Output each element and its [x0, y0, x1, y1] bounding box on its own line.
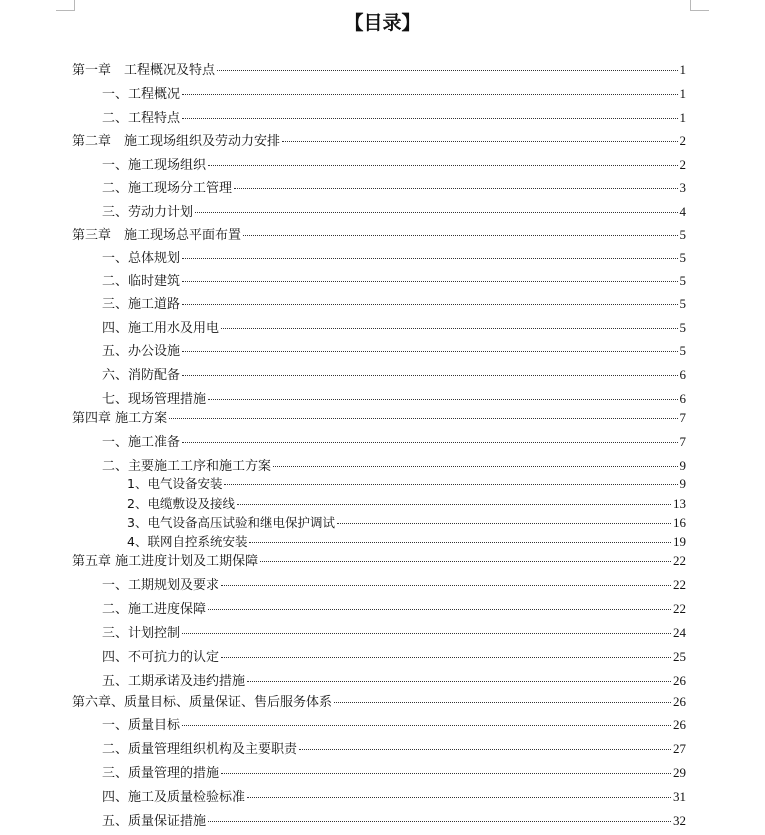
- toc-entry[interactable]: [72, 85, 686, 103]
- toc-entry-page-number: 22: [673, 553, 686, 568]
- toc-entry-page-number: 31: [673, 789, 686, 804]
- toc-entry-page-number: 2: [679, 157, 686, 172]
- toc-entry[interactable]: [72, 366, 686, 384]
- toc-entry-title: 二、质量管理组织机构及主要职责: [102, 742, 298, 757]
- toc-leader-dots: [221, 585, 671, 586]
- toc-entry[interactable]: [72, 514, 686, 531]
- toc-leader-dots: [282, 141, 677, 142]
- toc-entry[interactable]: [72, 552, 686, 570]
- toc-entry-page-number: 9: [679, 458, 686, 473]
- toc-entry[interactable]: [72, 156, 686, 174]
- toc-entry-title: 一、质量目标: [102, 718, 181, 733]
- toc-leader-dots: [182, 442, 677, 443]
- toc-entry-title: 二、施工现场分工管理: [102, 181, 233, 196]
- toc-leader-dots: [182, 725, 671, 726]
- toc-entry-page-number: 29: [673, 765, 686, 780]
- toc-leader-dots: [182, 633, 671, 634]
- toc-entry[interactable]: [72, 812, 686, 830]
- toc-entry-title: 三、施工道路: [102, 297, 181, 312]
- toc-entry[interactable]: [72, 203, 686, 221]
- toc-entry-title: 一、总体规划: [102, 251, 181, 266]
- toc-entry-title: 第四章 施工方案: [72, 411, 168, 426]
- toc-entry[interactable]: [72, 576, 686, 594]
- toc-entry-title: 五、工期承诺及违约措施: [102, 674, 246, 689]
- toc-entry-title: 第六章、质量目标、质量保证、售后服务体系: [72, 695, 333, 710]
- toc-entry-page-number: 26: [673, 673, 686, 688]
- toc-entry-page-number: 24: [673, 625, 686, 640]
- toc-entry-page-number: 3: [679, 180, 686, 195]
- toc-entry-page-number: 5: [679, 320, 686, 335]
- toc-leader-dots: [182, 258, 677, 259]
- toc-entry[interactable]: [72, 716, 686, 734]
- toc-entry-page-number: 26: [673, 717, 686, 732]
- toc-entry-page-number: 5: [679, 296, 686, 311]
- toc-leader-dots: [247, 681, 671, 682]
- toc-leader-dots: [237, 504, 671, 505]
- toc-entry[interactable]: [72, 179, 686, 197]
- toc-entry[interactable]: [72, 600, 686, 618]
- toc-entry[interactable]: [72, 226, 686, 244]
- toc-entry[interactable]: [72, 272, 686, 290]
- toc-entry-page-number: 2: [679, 133, 686, 148]
- toc-leader-dots: [299, 749, 671, 750]
- toc-entry[interactable]: [72, 475, 686, 492]
- toc-entry[interactable]: [72, 109, 686, 127]
- toc-entry-page-number: 7: [679, 434, 686, 449]
- toc-entry-page-number: 1: [679, 62, 686, 77]
- toc-entry[interactable]: [72, 295, 686, 313]
- toc-entry-title: 五、质量保证措施: [102, 814, 207, 829]
- toc-entry[interactable]: [72, 788, 686, 806]
- toc-entry-title: 2、电缆敷设及接线: [127, 496, 235, 511]
- toc-entry-page-number: 19: [673, 534, 686, 549]
- toc-entry[interactable]: [72, 249, 686, 267]
- toc-leader-dots: [247, 797, 671, 798]
- toc-leader-dots: [182, 304, 677, 305]
- toc-entry-page-number: 13: [673, 496, 686, 511]
- toc-entry-title: 四、施工用水及用电: [102, 321, 220, 336]
- toc-leader-dots: [221, 773, 671, 774]
- toc-entry-title: 3、电气设备高压试验和继电保护调试: [127, 515, 335, 530]
- toc-entry-title: 五、办公设施: [102, 344, 181, 359]
- toc-entry-title: 四、施工及质量检验标准: [102, 790, 246, 805]
- toc-entry-page-number: 5: [679, 227, 686, 242]
- toc-entry[interactable]: [72, 319, 686, 337]
- toc-entry-title: 六、消防配备: [102, 368, 181, 383]
- toc-entry[interactable]: [72, 61, 686, 79]
- toc-entry[interactable]: [72, 390, 686, 408]
- toc-entry-title: 二、施工进度保障: [102, 602, 207, 617]
- toc-entry-page-number: 22: [673, 577, 686, 592]
- toc-entry[interactable]: [72, 533, 686, 550]
- toc-entry[interactable]: [72, 342, 686, 360]
- toc-entry-page-number: 22: [673, 601, 686, 616]
- toc-leader-dots: [337, 523, 671, 524]
- toc-leader-dots: [182, 94, 677, 95]
- toc-entry-page-number: 5: [679, 273, 686, 288]
- toc-leader-dots: [208, 399, 677, 400]
- toc-entry-title: 第五章 施工进度计划及工期保障: [72, 554, 259, 569]
- toc-entry-title: 二、主要施工工序和施工方案: [102, 459, 272, 474]
- toc-entry-title: 三、计划控制: [102, 626, 181, 641]
- toc-leader-dots: [208, 165, 677, 166]
- toc-leader-dots: [334, 702, 671, 703]
- toc-entry-page-number: 7: [679, 410, 686, 425]
- toc-leader-dots: [249, 542, 671, 543]
- toc-entry-title: 1、电气设备安装: [127, 476, 223, 491]
- toc-entry-page-number: 1: [679, 110, 686, 125]
- toc-leader-dots: [224, 484, 677, 485]
- toc-entry-page-number: 26: [673, 694, 686, 709]
- toc-entry[interactable]: [72, 132, 686, 150]
- toc-entry-page-number: 32: [673, 813, 686, 828]
- toc-entry-page-number: 6: [679, 367, 686, 382]
- toc-entry[interactable]: [72, 672, 686, 690]
- toc-leader-dots: [195, 212, 677, 213]
- toc-leader-dots: [217, 70, 677, 71]
- toc-leader-dots: [221, 657, 671, 658]
- toc-leader-dots: [243, 235, 677, 236]
- toc-entry-title: 二、工程特点: [102, 111, 181, 126]
- toc-entry[interactable]: [72, 693, 686, 711]
- toc-leader-dots: [273, 466, 677, 467]
- toc-entry-page-number: 4: [679, 204, 686, 219]
- toc-entry[interactable]: [72, 764, 686, 782]
- toc-entry[interactable]: [72, 457, 686, 475]
- toc-entry[interactable]: [72, 740, 686, 758]
- toc-entry-title: 第一章 工程概况及特点: [72, 63, 216, 78]
- toc-entry-title: 三、质量管理的措施: [102, 766, 220, 781]
- toc-entry[interactable]: [72, 409, 686, 427]
- toc-entry-page-number: 16: [673, 515, 686, 530]
- toc-entry[interactable]: [72, 495, 686, 512]
- toc-leader-dots: [221, 328, 677, 329]
- toc-entry-page-number: 1: [679, 86, 686, 101]
- toc-leader-dots: [208, 609, 671, 610]
- toc-leader-dots: [208, 821, 671, 822]
- toc-entry-page-number: 5: [679, 250, 686, 265]
- toc-entry-title: 四、不可抗力的认定: [102, 650, 220, 665]
- toc-entry-title: 第二章 施工现场组织及劳动力安排: [72, 134, 281, 149]
- toc-entry-title: 第三章 施工现场总平面布置: [72, 228, 242, 243]
- toc-leader-dots: [182, 375, 677, 376]
- toc-entry-page-number: 27: [673, 741, 686, 756]
- toc-leader-dots: [169, 418, 677, 419]
- toc-entry[interactable]: [72, 624, 686, 642]
- toc-entry-page-number: 5: [679, 343, 686, 358]
- toc-title: 【目录】: [344, 12, 421, 34]
- toc-entry-title: 二、临时建筑: [102, 274, 181, 289]
- toc-leader-dots: [182, 281, 677, 282]
- toc-leader-dots: [182, 351, 677, 352]
- toc-entry-title: 三、劳动力计划: [102, 205, 194, 220]
- toc-entry-title: 一、施工现场组织: [102, 158, 207, 173]
- toc-leader-dots: [260, 561, 671, 562]
- toc-leader-dots: [234, 188, 677, 189]
- toc-entry-title: 一、工程概况: [102, 87, 181, 102]
- toc-entry-title: 一、工期规划及要求: [102, 578, 220, 593]
- toc-entry[interactable]: [72, 648, 686, 666]
- toc-entry-page-number: 6: [679, 391, 686, 406]
- toc-leader-dots: [182, 118, 677, 119]
- toc-entry-title: 七、现场管理措施: [102, 392, 207, 407]
- toc-entry[interactable]: [72, 433, 686, 451]
- toc-entry-title: 一、施工准备: [102, 435, 181, 450]
- toc-entry-page-number: 9: [679, 476, 686, 491]
- toc-entry-page-number: 25: [673, 649, 686, 664]
- toc-entry-title: 4、联网自控系统安装: [127, 534, 248, 549]
